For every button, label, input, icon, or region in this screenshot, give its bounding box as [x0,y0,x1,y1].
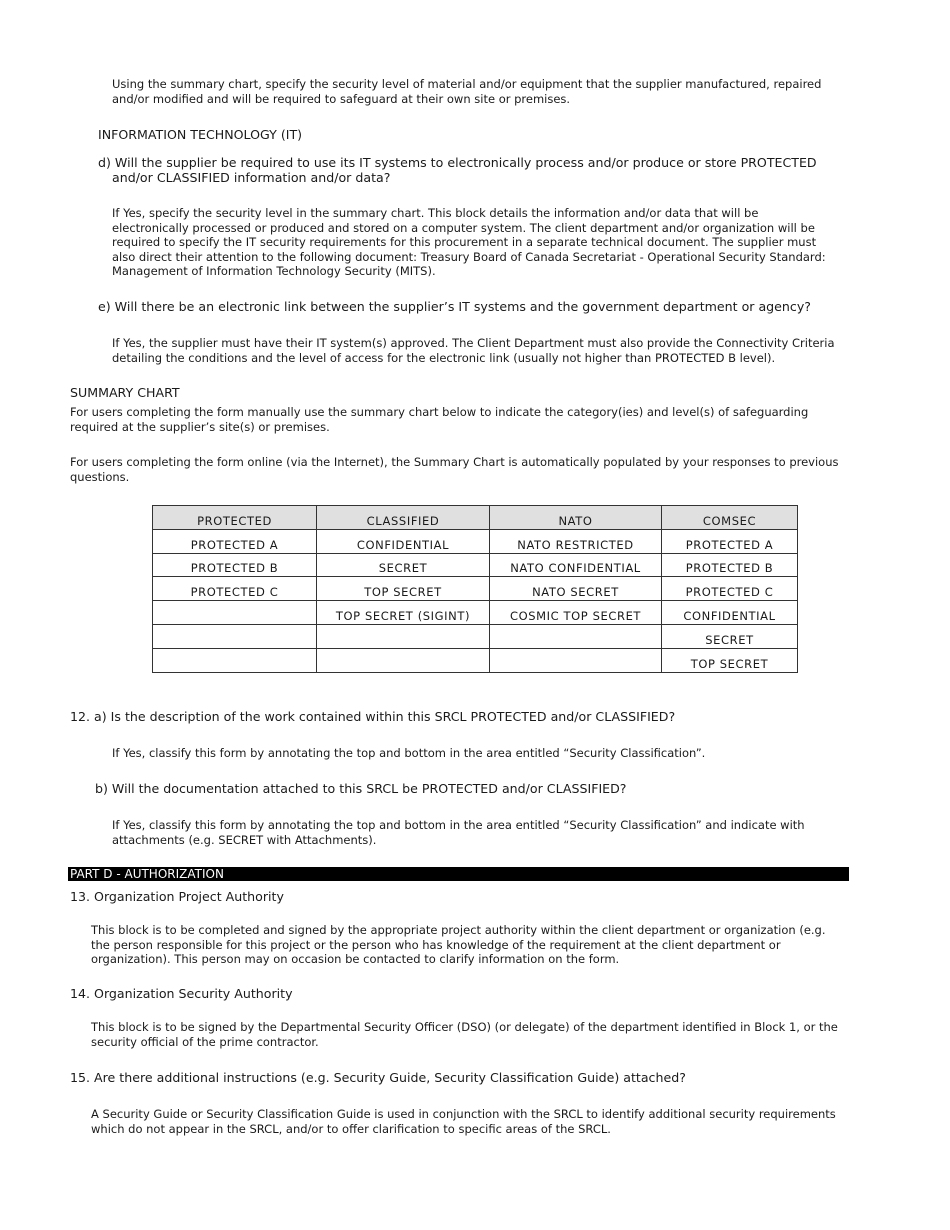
table-row [153,553,798,577]
question-14: 14. Organization Security Authority [70,986,293,1001]
header-nato: NATO [490,506,662,530]
summary-chart-header-row [153,506,798,530]
table-row [153,577,798,601]
question-12b: b) Will the documentation attached to this SRCL be PROTECTED and/or CLASSIFIED? [95,781,627,796]
part-d-heading: PART D - AUTHORIZATION [68,867,849,881]
table-row [153,601,798,625]
question-12b-info: If Yes, classify this form by annotating the top and bottom in the area entitled “Security Classification” and indicate with attachments (e.g. SECRET with Attachments). [112,818,805,847]
table-cell: SECRET [317,553,490,577]
table-row [153,529,798,553]
table-cell [490,648,662,672]
table-cell: PROTECTED C [153,577,317,601]
question-12a: 12. a) Is the description of the work contained within this SRCL PROTECTED and/or CLASSIFIED? [70,709,676,724]
header-protected: PROTECTED [153,506,317,530]
question-13-info: This block is to be completed and signed by the appropriate project authority within the client department or organization (e.g. the person responsible for this project or the person who has knowledge of the requirement at the client department or organization). This person may on occasion be contacted to clarify information on the form. [91,923,826,966]
table-cell: PROTECTED B [153,553,317,577]
summary-chart-heading: SUMMARY CHART [70,385,180,400]
question-12a-info: If Yes, classify this form by annotating the top and bottom in the area entitled “Security Classification”. [112,746,706,760]
question-e: e) Will there be an electronic link between the supplier’s IT systems and the government department or agency? [98,299,811,314]
table-row [153,648,798,672]
question-e-info: If Yes, the supplier must have their IT system(s) approved. The Client Department must also provide the Connectivity Criteria detailing the conditions and the level of access for the electronic link (usually not higher than PROTECTED B level). [112,336,835,365]
table-cell: TOP SECRET (SIGINT) [317,601,490,625]
table-cell: NATO CONFIDENTIAL [490,553,662,577]
question-13: 13. Organization Project Authority [70,889,284,904]
table-cell: TOP SECRET [662,648,798,672]
it-heading: INFORMATION TECHNOLOGY (IT) [98,127,303,142]
table-cell [153,624,317,648]
table-cell [153,601,317,625]
table-cell: PROTECTED A [662,529,798,553]
table-cell: PROTECTED B [662,553,798,577]
table-cell [153,648,317,672]
question-15: 15. Are there additional instructions (e.g. Security Guide, Security Classification Guide) attached? [70,1070,686,1085]
table-cell: NATO RESTRICTED [490,529,662,553]
table-cell: CONFIDENTIAL [662,601,798,625]
table-cell: CONFIDENTIAL [317,529,490,553]
question-15-info: A Security Guide or Security Classification Guide is used in conjunction with the SRCL to identify additional security requirements which do not appear in the SRCL, and/or to offer clarification to specific areas of the SRCL. [91,1107,836,1136]
table-cell [317,624,490,648]
table-cell: PROTECTED A [153,529,317,553]
summary-manual-text: For users completing the form manually use the summary chart below to indicate the category(ies) and level(s) of safeguarding required at the supplier’s site(s) or premises. [70,405,809,434]
table-cell [317,648,490,672]
header-comsec: COMSEC [662,506,798,530]
question-d-text: d) Will the supplier be required to use its IT systems to electronically process and/or produce or store PROTECTED and/or CLASSIFIED information and/or data? [98,155,817,185]
table-cell: SECRET [662,624,798,648]
table-cell: NATO SECRET [490,577,662,601]
question-d-info: If Yes, specify the security level in the summary chart. This block details the information and/or data that will be electronically processed or produced and stored on a computer system. The client department and/or organization will be required to specify the IT security requirements for this procurement in a separate technical document. The supplier must also direct their attention to the following document: Treasury Board of Canada Secretariat - Operational Security Standard: Management of Information Technology Security (MITS). [112,206,826,278]
table-row [153,624,798,648]
table-cell: TOP SECRET [317,577,490,601]
summary-online-text: For users completing the form online (via the Internet), the Summary Chart is automatically populated by your responses to previous questions. [70,455,839,484]
question-14-info: This block is to be signed by the Departmental Security Officer (DSO) (or delegate) of the department identified in Block 1, or the security official of the prime contractor. [91,1020,838,1049]
question-d [98,155,838,185]
summary-chart-table [152,505,798,673]
table-cell: COSMIC TOP SECRET [490,601,662,625]
table-cell [490,624,662,648]
table-cell: PROTECTED C [662,577,798,601]
intro-text: Using the summary chart, specify the security level of material and/or equipment that the supplier manufactured, repaired and/or modified and will be required to safeguard at their own site or premises. [112,77,822,106]
header-classified: CLASSIFIED [317,506,490,530]
